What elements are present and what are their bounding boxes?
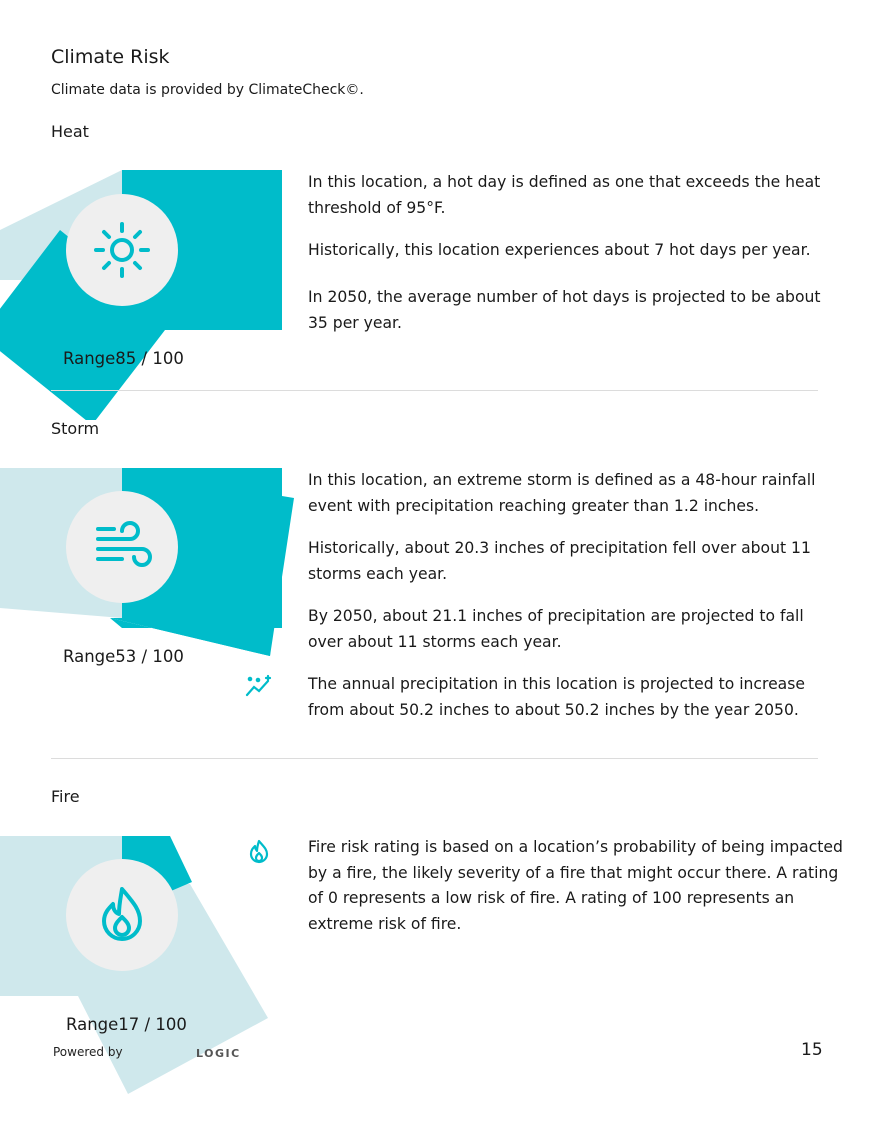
divider [51, 390, 818, 391]
brand-logo-fragment: LOGIC [196, 1047, 241, 1060]
storm-range-score: 53 / 100 [115, 647, 184, 666]
storm-paragraph-3: By 2050, about 21.1 inches of precipitation are projected to fall over about 11 storms each year. [308, 607, 804, 651]
trend-up-icon [244, 674, 274, 704]
storm-paragraph-1: In this location, an extreme storm is defined as a 48-hour rainfall event with precipitation reaching greater than 1.2 inches. [308, 471, 816, 515]
flame-icon [66, 859, 178, 971]
storm-icon-circle [66, 491, 178, 603]
heat-range-label: Range [63, 349, 116, 368]
wind-icon [66, 491, 178, 603]
page-title: Climate Risk [51, 46, 170, 68]
heat-section-title: Heat [51, 122, 89, 141]
fire-paragraph-1: Fire risk rating is based on a location’s probability of being impacted by a fire, the likely severity of a fire that might occur there. A rating of 0 represents a low risk of fire. A rating of 100 represents an extreme risk of fire. [308, 838, 843, 933]
fire-range [66, 1015, 187, 1034]
sun-icon [66, 194, 178, 306]
page-subtitle: Climate data is provided by ClimateCheck©. [51, 82, 364, 98]
fire-icon-circle [66, 859, 178, 971]
storm-range [63, 647, 184, 666]
heat-range [63, 349, 184, 368]
flame-icon [247, 838, 271, 870]
flame-icon-small-graphic [247, 838, 271, 866]
trend-up-icon-graphic [244, 674, 274, 700]
heat-paragraph-3: In 2050, the average number of hot days is projected to be about 35 per year. [308, 288, 821, 332]
heat-icon-circle [66, 194, 178, 306]
fire-range-label: Range [66, 1015, 119, 1034]
heat-paragraph-2: Historically, this location experiences about 7 hot days per year. [308, 241, 811, 259]
powered-by-label: Powered by [53, 1045, 123, 1059]
storm-paragraph-4: The annual precipitation in this location is projected to increase from about 50.2 inches to about 50.2 inches by the year 2050. [308, 675, 805, 719]
divider [51, 758, 818, 759]
storm-range-label: Range [63, 647, 116, 666]
heat-range-score: 85 / 100 [115, 349, 184, 368]
storm-paragraph-2: Historically, about 20.3 inches of precipitation fell over about 11 storms each year. [308, 539, 811, 583]
heat-paragraph-1: In this location, a hot day is defined as one that exceeds the heat threshold of 95°F. [308, 173, 821, 217]
page-number: 15 [801, 1040, 823, 1060]
fire-range-score: 17 / 100 [118, 1015, 187, 1034]
storm-section-title: Storm [51, 419, 100, 438]
fire-section-title: Fire [51, 787, 80, 806]
